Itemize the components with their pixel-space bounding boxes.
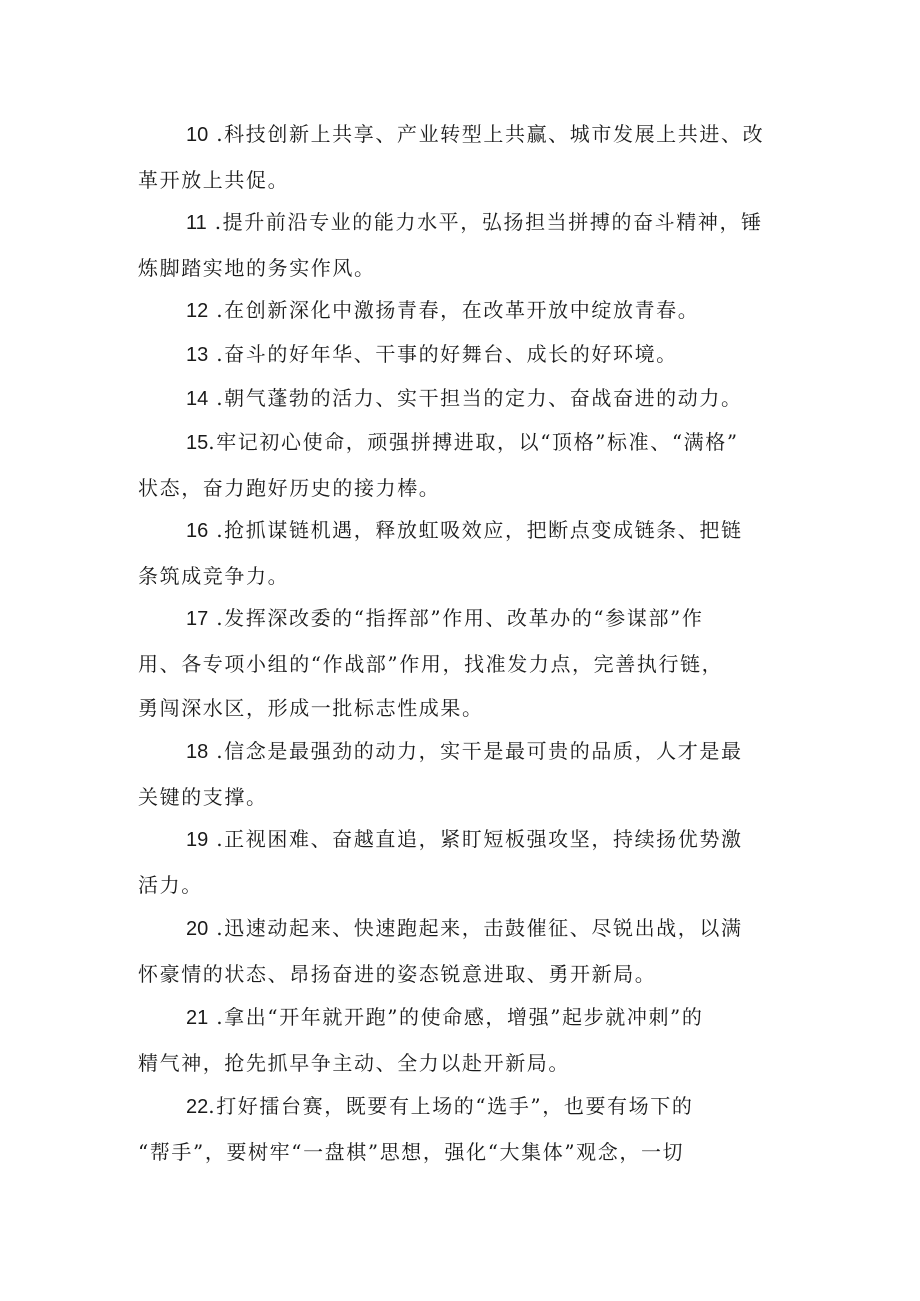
list-item (138, 112, 798, 202)
list-item (138, 288, 798, 334)
item-text: .科技创新上共享、产业转型上共赢、城市发展上共进、改 (208, 122, 765, 146)
list-item (138, 420, 798, 510)
item-number: 12 (186, 300, 209, 322)
item-number: 15 (186, 432, 209, 454)
list-item (138, 332, 798, 378)
item-text: “帮手”，要树牢“一盘棋”思想，强化“大集体”观念，一切 (138, 1139, 685, 1164)
list-item (138, 200, 798, 290)
item-text: 条筑成竞争力。 (138, 563, 290, 588)
item-text: 精气神，抢先抓早争主动、全力以赴开新局。 (138, 1050, 570, 1075)
item-text: .牢记初心使命，顽强拼搏进取，以“顶格”标准、“满格” (208, 430, 739, 454)
item-text: 革开放上共促。 (138, 167, 290, 192)
list-item (138, 729, 798, 819)
item-number: 11 (186, 212, 207, 234)
item-number: 22 (186, 1096, 209, 1118)
item-number: 13 (186, 344, 209, 366)
item-text: 状态，奋力跑好历史的接力棒。 (138, 475, 441, 500)
item-text: .拿出“开年就开跑”的使命感，增强”起步就冲刺”的 (208, 1005, 704, 1029)
item-text: .打好擂台赛，既要有上场的“选手”，也要有场下的 (208, 1094, 694, 1118)
item-text: .朝气蓬勃的活力、实干担当的定力、奋战奋进的动力。 (208, 386, 743, 410)
item-text: 活力。 (138, 872, 203, 897)
item-number: 17 (186, 608, 209, 630)
list-item (138, 508, 798, 598)
list-item (138, 995, 798, 1085)
item-text: .奋斗的好年华、干事的好舞台、成长的好环境。 (208, 342, 678, 366)
item-text: 关键的支撑。 (138, 784, 268, 809)
item-text: .在创新深化中激扬青春，在改革开放中绽放青春。 (208, 298, 700, 322)
list-item (138, 906, 798, 996)
list-item (138, 817, 798, 907)
item-number: 19 (186, 829, 209, 851)
item-text: .迅速动起来、快速跑起来，击鼓催征、尽锐出战，以满 (208, 916, 743, 940)
list-item (138, 1084, 798, 1174)
item-text: 炼脚踏实地的务实作风。 (138, 255, 376, 280)
item-number: 21 (186, 1007, 209, 1029)
item-text: .抢抓谋链机遇，释放虹吸效应，把断点变成链条、把链 (208, 518, 743, 542)
item-number: 16 (186, 520, 209, 542)
list-item (138, 376, 798, 422)
item-number: 10 (186, 124, 209, 146)
item-text: .提升前沿专业的能力水平，弘扬担当拼搏的奋斗精神，锤 (206, 210, 763, 234)
item-text: 勇闯深水区，形成一批标志性成果。 (138, 696, 484, 720)
item-text: .信念是最强劲的动力，实干是最可贵的品质，人才是最 (208, 739, 743, 763)
item-number: 14 (186, 388, 209, 410)
item-number: 18 (186, 741, 209, 763)
item-text: .正视困难、奋越直追，紧盯短板强攻坚，持续扬优势激 (208, 827, 743, 851)
item-number: 20 (186, 918, 209, 940)
list-item (138, 596, 798, 731)
item-text: 用、各专项小组的“作战部”作用，找准发力点，完善执行链， (138, 651, 724, 676)
item-text: 怀豪情的状态、昂扬奋进的姿态锐意进取、勇开新局。 (138, 961, 657, 986)
item-text: .发挥深改委的“指挥部”作用、改革办的“参谋部”作 (208, 606, 704, 630)
